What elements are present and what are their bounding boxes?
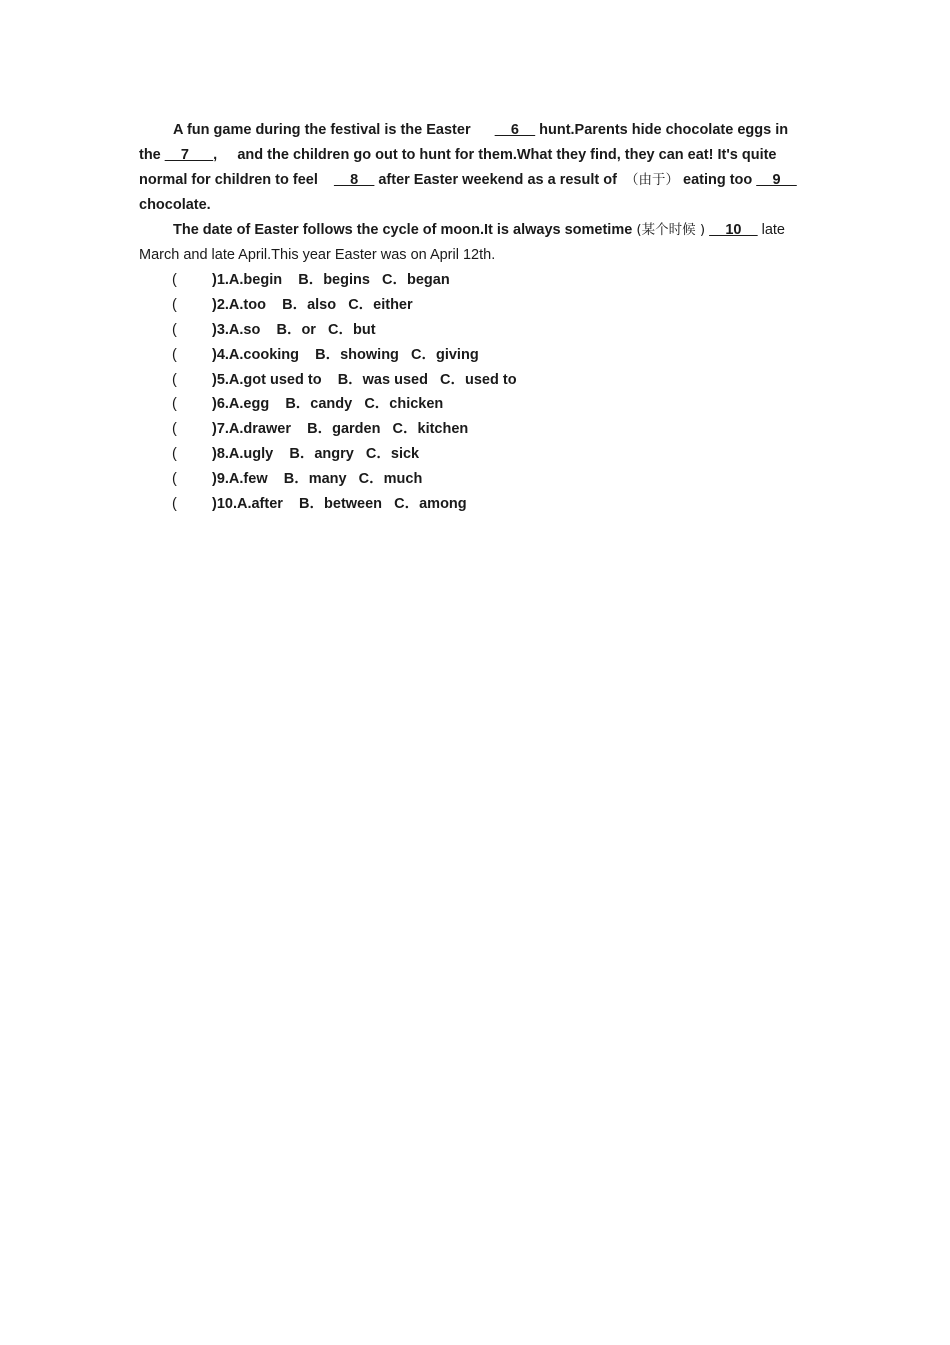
option-c: C．among: [394, 496, 467, 513]
passage-text: The date of Easter follows the cycle of moon.It is always sometime: [173, 222, 633, 238]
question-number: )6.A.egg: [212, 396, 270, 413]
passage-line-4: [139, 193, 814, 218]
option-b: B．garden: [307, 421, 381, 438]
option-b: B．between: [299, 496, 383, 513]
option-b: B．showing: [315, 346, 399, 363]
option-c: C．chicken: [364, 396, 444, 413]
option-c: C．either: [348, 296, 413, 313]
question-item: [139, 467, 814, 492]
answer-paren: (: [172, 296, 177, 313]
blank-7: __7___,: [164, 147, 218, 163]
answer-paren: (: [172, 396, 177, 413]
answer-paren: (: [172, 321, 177, 338]
option-b: B．candy: [285, 396, 353, 413]
passage-text: A fun game during the festival is the Easter: [173, 122, 471, 138]
passage-line-5: [139, 218, 814, 243]
worksheet-page: [139, 118, 814, 517]
question-item: [139, 293, 814, 318]
option-b: B．begins: [298, 272, 370, 288]
question-item: [139, 392, 814, 417]
answer-paren: (: [172, 471, 177, 488]
blank-10: __10__: [709, 222, 758, 238]
question-item: [139, 417, 814, 442]
blank-6: __6__: [494, 122, 536, 138]
blank-8: __8__: [333, 172, 375, 188]
option-c: C．giving: [411, 346, 479, 363]
question-number: )8.A.ugly: [212, 446, 274, 463]
passage-text: chocolate.: [139, 197, 211, 213]
passage-annotation: （由于）: [624, 172, 679, 188]
option-b: B．many: [283, 471, 347, 488]
answer-paren: (: [172, 346, 177, 363]
passage-text: after Easter weekend as a result of: [378, 172, 617, 188]
option-b: B．was used: [337, 371, 428, 388]
blank-9: __9__: [756, 172, 797, 188]
option-b: B．also: [282, 296, 337, 313]
passage-text: the: [139, 147, 161, 163]
passage-line-1: [139, 118, 814, 143]
question-item: [139, 492, 814, 517]
question-number: )7.A.drawer: [212, 421, 291, 438]
question-list: [139, 268, 814, 517]
question-item: [139, 343, 814, 368]
answer-paren: (: [172, 272, 177, 288]
question-item: [139, 368, 814, 393]
question-item: [139, 442, 814, 467]
answer-paren: (: [172, 371, 177, 388]
answer-paren: (: [172, 421, 177, 438]
passage-annotation: (某个时候 ): [636, 222, 706, 238]
passage-text: late: [761, 222, 785, 238]
answer-paren: (: [172, 446, 177, 463]
question-number: )9.A.few: [212, 471, 268, 488]
question-number: )2.A.too: [212, 296, 266, 313]
option-b: B．or: [276, 321, 316, 338]
question-number: )10.A.after: [212, 496, 283, 513]
passage-line-6: [139, 243, 814, 268]
option-c: C．much: [358, 471, 423, 488]
passage-text: normal for children to feel: [139, 172, 318, 188]
passage-line-2: [139, 143, 814, 168]
passage-line-3: [139, 168, 814, 193]
option-c: C．but: [328, 321, 376, 338]
question-item: [139, 268, 814, 293]
option-c: C．began: [382, 272, 450, 288]
question-number: )3.A.so: [212, 321, 261, 338]
option-c: C．used to: [440, 371, 517, 388]
passage-text: hunt.Parents hide chocolate eggs in: [539, 122, 789, 138]
question-item: [139, 318, 814, 343]
passage-text: eating too: [683, 172, 753, 188]
passage-text: and the children go out to hunt for them.What they find, they can eat! It's quite: [237, 147, 777, 163]
question-number: )5.A.got used to: [212, 371, 322, 388]
option-b: B．angry: [289, 446, 354, 463]
option-c: C．sick: [365, 446, 420, 463]
answer-paren: (: [172, 496, 177, 513]
option-c: C．kitchen: [392, 421, 469, 438]
question-number: )1.A.begin: [212, 272, 283, 288]
passage-text: March and late April.This year Easter was on April 12th.: [139, 247, 496, 263]
question-number: )4.A.cooking: [212, 346, 300, 363]
